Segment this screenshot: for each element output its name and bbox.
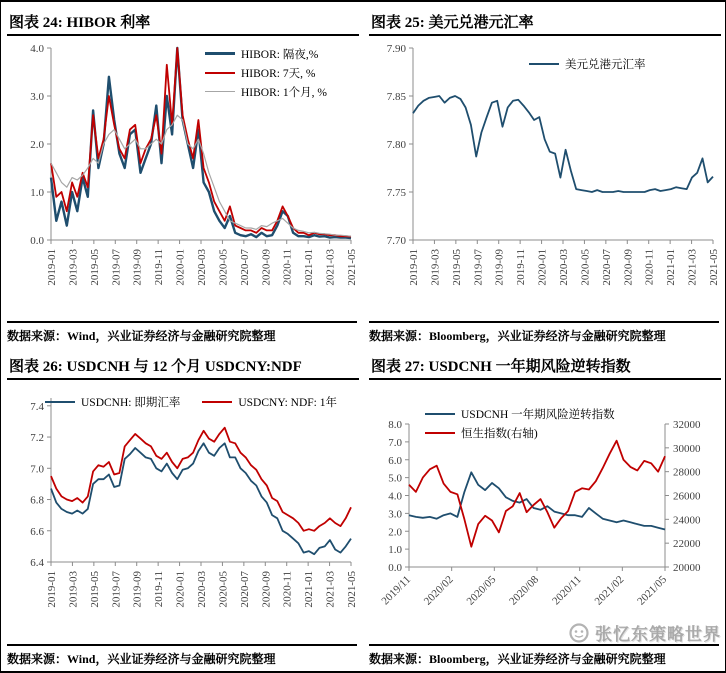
x-tick-label: 2020-05	[217, 249, 230, 286]
x-tick-label: 2021-05	[346, 571, 358, 608]
legend-item	[205, 63, 327, 82]
x-tick-label: 2020-05	[217, 571, 230, 608]
y-tick-label: 7.90	[386, 43, 406, 55]
x-tick-label: 2019-11	[515, 249, 528, 286]
x-tick-label: 2019-11	[153, 571, 166, 608]
series-line-1	[409, 441, 665, 547]
x-tick-label: 2021/02	[592, 573, 627, 608]
legend-item	[45, 392, 180, 411]
x-tick-label: 2020-07	[238, 571, 251, 608]
y-tick-label: 7.2	[30, 432, 44, 445]
legend-line-swatch	[529, 63, 559, 65]
x-tick-label: 2020-07	[600, 249, 613, 286]
x-tick-label: 2020-01	[536, 249, 549, 286]
legend-item	[202, 392, 337, 411]
legend-line-swatch	[205, 72, 235, 74]
y-tick-label: 3.0	[388, 508, 402, 521]
legend-line-swatch	[425, 432, 455, 434]
y2-tick-label: 32000	[673, 419, 701, 431]
usdcnh-ndf-chart-legend	[45, 392, 337, 411]
y-tick-label: 0.0	[388, 562, 402, 574]
panel-hibor	[7, 8, 359, 346]
wechat-logo-icon	[568, 622, 590, 644]
legend-line-swatch	[205, 91, 235, 92]
x-tick-label: 2020-05	[579, 249, 592, 286]
x-tick-label: 2021-01	[303, 571, 316, 608]
x-tick-label: 2020/11	[550, 573, 584, 608]
legend-label: USDCNH: 即期汇率	[81, 396, 181, 409]
legend-line-swatch	[202, 401, 232, 403]
y-tick-label: 3.0	[30, 91, 44, 103]
x-tick-label: 2021-01	[665, 249, 678, 286]
x-tick-label: 2019-01	[408, 249, 420, 286]
legend-item	[529, 54, 646, 73]
x-tick-label: 2020-01	[174, 571, 187, 608]
x-tick-label: 2020-09	[260, 571, 273, 608]
legend-item	[205, 44, 327, 63]
legend-label: HIBOR: 7天, %	[241, 67, 316, 80]
legend-item	[425, 404, 615, 423]
chart-title-26: 图表 26: USDCNH 与 12 个月 USDCNY:NDF	[7, 352, 359, 380]
y-tick-label: 7.4	[30, 400, 44, 413]
x-tick-label: 2019-09	[493, 249, 506, 286]
y-tick-label: 4.0	[30, 43, 44, 55]
series-line-1	[51, 428, 351, 531]
x-tick-label: 2020-09	[622, 249, 635, 286]
legend-label: 美元兑港元汇率	[565, 58, 646, 71]
source-note: 数据来源：Bloomberg，兴业证券经济与金融研究院整理	[369, 321, 719, 344]
x-tick-label: 2020/05	[464, 573, 499, 608]
legend-line-swatch	[205, 52, 235, 55]
panel-usdcnh-ndf	[7, 352, 359, 669]
x-tick-label: 2021-05	[708, 249, 720, 286]
legend-label: USDCNH 一年期风险逆转指数	[461, 408, 615, 421]
y-tick-label: 7.0	[388, 436, 402, 449]
y-tick-label: 7.70	[386, 235, 406, 247]
x-tick-label: 2019-09	[131, 249, 144, 286]
x-tick-label: 2019-11	[153, 249, 166, 286]
panel-risk-reversal	[369, 352, 721, 669]
y2-tick-label: 28000	[673, 466, 701, 479]
x-tick-label: 2021-03	[324, 571, 337, 608]
y-tick-label: 6.4	[30, 557, 44, 569]
watermark	[568, 620, 721, 645]
legend-line-swatch	[425, 413, 455, 415]
legend-item	[425, 423, 615, 442]
x-tick-label: 2020/08	[507, 573, 542, 608]
y-tick-label: 4.0	[388, 490, 402, 503]
y-tick-label: 6.8	[30, 494, 44, 507]
usdhkd-chart-legend	[529, 54, 646, 73]
x-tick-label: 2021/05	[635, 573, 670, 608]
legend-label: USDCNY: NDF: 1年	[238, 396, 337, 409]
x-tick-label: 2019-01	[46, 571, 58, 608]
x-tick-label: 2021-05	[346, 249, 358, 286]
y2-tick-label: 30000	[673, 442, 701, 455]
x-tick-label: 2019-05	[450, 249, 463, 286]
x-tick-label: 2020-11	[281, 571, 294, 608]
y-tick-label: 2.0	[388, 526, 402, 539]
y-tick-label: 1.0	[30, 187, 44, 199]
x-tick-label: 2019-07	[110, 249, 123, 286]
x-tick-label: 2021-01	[303, 249, 316, 286]
x-tick-label: 2019-05	[88, 571, 101, 608]
x-tick-label: 2021-03	[324, 249, 337, 286]
x-tick-label: 2019-03	[429, 249, 442, 286]
legend-line-swatch	[45, 401, 75, 403]
x-tick-label: 2020-09	[260, 249, 273, 286]
hibor-chart-legend	[205, 44, 327, 101]
usdhkd-line-chart	[369, 38, 721, 308]
y-tick-label: 8.0	[388, 419, 402, 431]
x-tick-label: 2019-01	[46, 249, 58, 286]
y-tick-label: 7.0	[30, 463, 44, 476]
x-tick-label: 2019-07	[110, 571, 123, 608]
y-tick-label: 5.0	[388, 472, 402, 485]
y-tick-label: 2.0	[30, 139, 44, 151]
x-tick-label: 2020-07	[238, 249, 251, 286]
x-tick-label: 2019-05	[88, 249, 101, 286]
source-note: 数据来源：Wind，兴业证券经济与金融研究院整理	[7, 644, 357, 667]
source-note: 数据来源：Bloomberg，兴业证券经济与金融研究院整理	[369, 644, 719, 667]
y-tick-label: 7.80	[386, 139, 406, 151]
x-tick-label: 2020/02	[421, 573, 456, 608]
y-tick-label: 7.85	[386, 91, 406, 103]
watermark-text: 张忆东策略世界	[595, 625, 721, 644]
x-tick-label: 2020-11	[643, 249, 656, 286]
y2-tick-label: 20000	[673, 562, 701, 574]
usdcnh-ndf-line-chart	[7, 382, 359, 634]
x-tick-label: 2020-03	[196, 571, 208, 608]
legend-label: HIBOR: 1个月, %	[241, 86, 327, 99]
y-tick-label: 7.75	[386, 187, 406, 199]
x-tick-label: 2020-01	[174, 249, 187, 286]
x-tick-label: 2020-03	[558, 249, 570, 286]
y2-tick-label: 26000	[673, 490, 701, 503]
legend-label: 恒生指数(右轴)	[461, 427, 538, 440]
chart-title-27: 图表 27: USDCNH 一年期风险逆转指数	[369, 352, 721, 380]
source-note: 数据来源：Wind，兴业证券经济与金融研究院整理	[7, 321, 357, 344]
x-tick-label: 2021-03	[686, 249, 699, 286]
chart-title-24: 图表 24: HIBOR 利率	[7, 8, 359, 36]
x-tick-label: 2020-03	[196, 249, 208, 286]
y-tick-label: 0.0	[30, 235, 44, 247]
y2-tick-label: 22000	[673, 538, 701, 551]
y-tick-label: 1.0	[388, 544, 402, 557]
panel-usdhkd	[369, 8, 721, 346]
x-tick-label: 2020-11	[281, 249, 294, 286]
legend-label: HIBOR: 隔夜,%	[241, 48, 319, 61]
y-tick-label: 6.0	[388, 454, 402, 467]
series-line-0	[413, 96, 713, 192]
risk-reversal-chart-legend	[425, 404, 615, 442]
y2-tick-label: 24000	[673, 514, 701, 527]
x-tick-label: 2019-09	[131, 571, 144, 608]
x-tick-label: 2019-03	[67, 571, 80, 608]
legend-item	[205, 82, 327, 101]
x-tick-label: 2019-07	[472, 249, 485, 286]
x-tick-label: 2019/11	[379, 573, 414, 608]
x-tick-label: 2019-03	[67, 249, 80, 286]
series-line-0	[51, 443, 351, 554]
chart-title-25: 图表 25: 美元兑港元汇率	[369, 8, 721, 36]
y-tick-label: 6.6	[30, 525, 44, 538]
